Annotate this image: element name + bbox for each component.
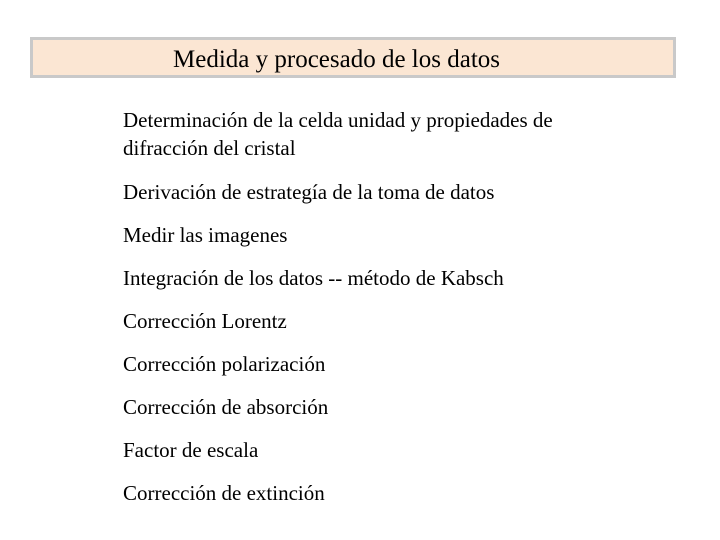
list-item: Corrección de extinción [123,481,325,505]
list-item: Corrección de absorción [123,395,329,419]
list-item: Medir las imagenes [123,223,288,247]
title-box [30,37,676,78]
list-item: Determinación de la celda unidad y propiedades de [123,108,553,132]
list-item: difracción del cristal [123,136,296,160]
list-item: Corrección Lorentz [123,309,287,333]
list-item: Factor de escala [123,438,259,462]
slide-title: Medida y procesado de los datos [173,46,501,73]
list-item: Corrección polarización [123,352,326,376]
list-item: Integración de los datos -- método de Kabsch [123,266,504,290]
list-item: Derivación de estrategía de la toma de datos [123,180,495,204]
